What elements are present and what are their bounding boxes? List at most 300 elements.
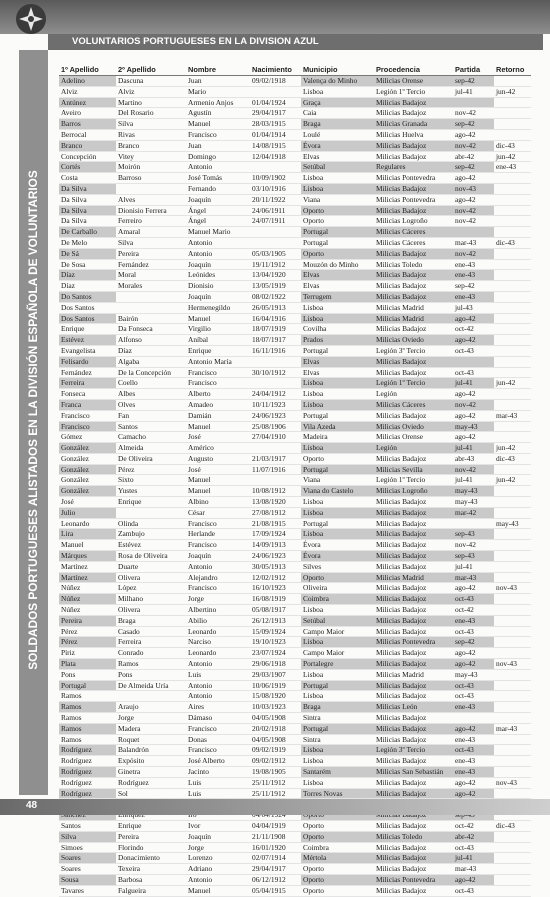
table-cell: nov-43	[494, 659, 531, 670]
table-cell: Araujo	[116, 702, 186, 713]
table-cell: Ferreira	[116, 637, 186, 648]
table-cell: Lisboa	[301, 313, 374, 324]
table-cell: Lisboa	[301, 389, 374, 400]
table-cell: Soares	[59, 864, 116, 875]
table-cell: Fan	[116, 410, 186, 421]
table-cell	[494, 345, 531, 356]
table-cell: 11/07/1916	[250, 464, 301, 475]
table-cell: Braga	[116, 615, 186, 626]
table-cell: Milicias Badajoz	[374, 756, 453, 767]
table-cell: Manuel	[186, 313, 250, 324]
table-cell: abr-42	[453, 151, 494, 162]
table-row	[59, 119, 531, 130]
table-cell: Adriano	[186, 864, 250, 875]
table-cell: Milicias Orense	[374, 76, 453, 87]
table-cell: Milicias Badajoz	[374, 97, 453, 108]
table-cell: 29/04/1917	[250, 864, 301, 875]
table-cell: Oporto	[301, 874, 374, 885]
table-cell: Américo	[186, 443, 250, 454]
table-row	[59, 313, 531, 324]
table-cell: Coimbra	[301, 594, 374, 605]
table-cell: Milicias Badajoz	[374, 324, 453, 335]
table-cell	[494, 561, 531, 572]
table-cell: De Sá	[59, 248, 116, 259]
table-cell	[494, 97, 531, 108]
table-cell: González	[59, 464, 116, 475]
table-cell	[494, 324, 531, 335]
table-cell: jul-41	[453, 853, 494, 864]
table-cell: Donas	[186, 734, 250, 745]
table-cell: oct-42	[453, 605, 494, 616]
table-cell: Milicias Badajoz	[374, 248, 453, 259]
table-cell	[494, 788, 531, 799]
table-cell: Pérez	[116, 464, 186, 475]
table-cell: nov-43	[494, 583, 531, 594]
table-cell: ene-43	[453, 767, 494, 778]
table-cell: mar-42	[453, 507, 494, 518]
table-cell: Jacinto	[186, 767, 250, 778]
table-cell: oct-43	[453, 885, 494, 896]
table-cell: Évora	[301, 551, 374, 562]
table-row	[59, 302, 531, 313]
table-cell: Pons	[59, 669, 116, 680]
table-cell: ago-42	[453, 410, 494, 421]
table-cell: Juan	[186, 140, 250, 151]
table-cell: 26/12/1913	[250, 615, 301, 626]
table-cell: 29/04/1917	[250, 108, 301, 119]
table-cell	[453, 356, 494, 367]
table-cell: Milicias Badajoz	[374, 497, 453, 508]
table-cell: Lisboa	[301, 183, 374, 194]
table-cell: ago-42	[453, 313, 494, 324]
table-cell: 12/04/1918	[250, 151, 301, 162]
table-row	[59, 713, 531, 724]
table-cell: Lira	[59, 529, 116, 540]
table-cell	[494, 356, 531, 367]
table-row	[59, 335, 531, 346]
table-cell: ago-42	[453, 129, 494, 140]
table-row	[59, 864, 531, 875]
table-cell: Legión 1º Tercio	[374, 86, 453, 97]
table-cell: Antonio	[186, 691, 250, 702]
table-cell: Aires	[186, 702, 250, 713]
table-row	[59, 259, 531, 270]
table-row	[59, 615, 531, 626]
table-cell: 15/09/1924	[250, 626, 301, 637]
table-cell: Agustín	[186, 108, 250, 119]
table-cell: 24/07/1911	[250, 216, 301, 227]
table-cell: Milicias Badajoz	[374, 151, 453, 162]
table-row	[59, 659, 531, 670]
table-cell: 05/03/1905	[250, 248, 301, 259]
table-cell: dic-43	[494, 140, 531, 151]
table-cell	[494, 281, 531, 292]
table-cell: 30/05/1913	[250, 561, 301, 572]
table-row	[59, 507, 531, 518]
table-cell: 24/06/1923	[250, 551, 301, 562]
table-cell: Antonio	[186, 162, 250, 173]
table-cell: Lisboa	[301, 669, 374, 680]
table-cell: Milicias Madrid	[374, 313, 453, 324]
table-cell: ene-43	[453, 270, 494, 281]
table-cell: De la Concepción	[116, 367, 186, 378]
table-cell: oct-42	[453, 820, 494, 831]
table-cell: mar-43	[494, 410, 531, 421]
table-row	[59, 324, 531, 335]
table-cell: Alviz	[116, 86, 186, 97]
top-banner	[0, 0, 550, 34]
table-cell	[116, 291, 186, 302]
table-cell: Pereira	[116, 831, 186, 842]
table-row	[59, 140, 531, 151]
table-cell: Milicias Badajoz	[374, 540, 453, 551]
table-cell: Lisboa	[301, 756, 374, 767]
table-cell: Silva	[59, 831, 116, 842]
table-cell: oct-43	[453, 842, 494, 853]
table-cell: Milicias Toledo	[374, 831, 453, 842]
table-cell: Torres Novas	[301, 788, 374, 799]
table-cell: Milicias Badajoz	[374, 820, 453, 831]
table-cell: Portugal	[301, 518, 374, 529]
table-cell: Enrique	[186, 345, 250, 356]
table-cell: Milicias Badajoz	[374, 734, 453, 745]
table-cell: Lisboa	[301, 605, 374, 616]
table-row	[59, 270, 531, 281]
table-cell: Madera	[116, 723, 186, 734]
table-cell: Duarte	[116, 561, 186, 572]
table-cell: Estévez	[116, 540, 186, 551]
table-row	[59, 237, 531, 248]
table-cell	[494, 551, 531, 562]
table-cell: Milicias Oviedo	[374, 335, 453, 346]
table-cell: 10/06/1919	[250, 680, 301, 691]
table-cell: González	[59, 443, 116, 454]
table-cell: ene-43	[453, 702, 494, 713]
table-cell: sep-42	[453, 281, 494, 292]
table-cell	[494, 497, 531, 508]
table-cell	[494, 389, 531, 400]
table-cell: Setúbal	[301, 615, 374, 626]
table-cell: Milicias Badajoz	[374, 410, 453, 421]
table-cell: nov-43	[453, 183, 494, 194]
table-cell: Madeira	[301, 432, 374, 443]
table-cell: abr-43	[453, 453, 494, 464]
table-cell: 14/08/1915	[250, 140, 301, 151]
table-cell	[494, 313, 531, 324]
table-cell: Plata	[59, 659, 116, 670]
table-cell: Expósito	[116, 756, 186, 767]
column-header: Partida	[453, 63, 494, 76]
table-cell: De Melo	[59, 237, 116, 248]
table-cell: Adelino	[59, 76, 116, 87]
table-cell: jun-42	[494, 475, 531, 486]
table-cell: Estévez	[59, 335, 116, 346]
table-row	[59, 399, 531, 410]
table-cell: Milicias Pontevedra	[374, 637, 453, 648]
table-row	[59, 691, 531, 702]
table-cell: nov-42	[453, 399, 494, 410]
table-cell: jun-42	[494, 378, 531, 389]
table-cell	[116, 183, 186, 194]
table-cell: Milicias Pontevedra	[374, 173, 453, 184]
table-cell: Milicias Badajoz	[374, 281, 453, 292]
column-header: Retorno	[494, 63, 531, 76]
table-cell: Milicias Badajoz	[374, 615, 453, 626]
table-cell: Évora	[301, 540, 374, 551]
table-cell: Díaz	[59, 270, 116, 281]
table-cell: Milicias Badajoz	[374, 291, 453, 302]
table-cell: Milicias León	[374, 702, 453, 713]
table-cell: Luis	[186, 788, 250, 799]
table-cell: Leonardo	[186, 648, 250, 659]
table-cell: Milicias Cáceres	[374, 237, 453, 248]
table-cell: Lisboa	[301, 691, 374, 702]
table-cell: Pereira	[116, 248, 186, 259]
table-cell: Leonardo	[186, 626, 250, 637]
table-row	[59, 389, 531, 400]
table-cell: Núñez	[59, 583, 116, 594]
table-cell: Milicias Badajoz	[374, 853, 453, 864]
table-row	[59, 874, 531, 885]
table-cell: ene-43	[453, 291, 494, 302]
table-cell: Da Silva	[59, 216, 116, 227]
table-cell: José	[186, 432, 250, 443]
table-cell: Dámaso	[186, 713, 250, 724]
table-cell	[250, 162, 301, 173]
table-cell: Enrique	[59, 324, 116, 335]
table-cell: Portalegre	[301, 659, 374, 670]
table-cell: Legión	[374, 389, 453, 400]
table-cell: Olivera	[116, 572, 186, 583]
table-cell: Ramos	[59, 702, 116, 713]
table-cell	[494, 216, 531, 227]
table-cell: Yustes	[116, 486, 186, 497]
table-cell: 28/03/1915	[250, 119, 301, 130]
table-cell: 20/11/1922	[250, 194, 301, 205]
table-cell: oct-43	[453, 594, 494, 605]
table-cell: ago-42	[453, 335, 494, 346]
table-cell: 26/05/1913	[250, 302, 301, 313]
table-header	[59, 63, 531, 76]
table-row	[59, 76, 531, 87]
table-cell: Lisboa	[301, 86, 374, 97]
table-cell: Antonio	[186, 874, 250, 885]
table-cell: Ángel	[186, 216, 250, 227]
table-cell: oct-43	[453, 691, 494, 702]
table-cell: Francisco	[186, 367, 250, 378]
table-cell: Viana	[301, 475, 374, 486]
table-cell: Dos Santos	[59, 302, 116, 313]
table-cell: Antonio	[186, 659, 250, 670]
table-cell: oct-43	[453, 345, 494, 356]
table-row	[59, 831, 531, 842]
table-cell: Rivas	[116, 129, 186, 140]
table-cell: 15/08/1920	[250, 691, 301, 702]
table-cell: Sintra	[301, 734, 374, 745]
table-cell: Juan	[186, 76, 250, 87]
table-cell: Elvas	[301, 356, 374, 367]
table-cell: Fonseca	[59, 389, 116, 400]
table-cell: Coimbra	[301, 842, 374, 853]
table-cell: Braga	[301, 702, 374, 713]
table-cell: Lisboa	[301, 378, 374, 389]
table-cell: 13/05/1919	[250, 281, 301, 292]
table-cell: Lisboa	[301, 507, 374, 518]
table-cell: Vila Azeda	[301, 421, 374, 432]
table-cell: Pons	[116, 669, 186, 680]
table-cell: may-43	[494, 518, 531, 529]
table-cell: Portugal	[301, 723, 374, 734]
table-cell: Milicias Badajoz	[374, 507, 453, 518]
table-cell: Tavares	[59, 885, 116, 896]
table-cell	[494, 421, 531, 432]
table-cell: mar-43	[453, 864, 494, 875]
table-cell: Enrique	[116, 497, 186, 508]
table-cell: Joaquín	[186, 291, 250, 302]
table-cell: dic-43	[494, 237, 531, 248]
table-cell: Evangelista	[59, 345, 116, 356]
table-cell	[494, 486, 531, 497]
table-cell: Manuel Mario	[186, 227, 250, 238]
table-cell: Donacimiento	[116, 853, 186, 864]
table-row	[59, 421, 531, 432]
table-cell: Cortés	[59, 162, 116, 173]
table-cell: Milicias Madrid	[374, 302, 453, 313]
table-cell: oct-43	[453, 626, 494, 637]
table-cell: Antonio María	[186, 356, 250, 367]
table-cell: Armenio Anjos	[186, 97, 250, 108]
table-row	[59, 853, 531, 864]
table-cell: Viana	[301, 194, 374, 205]
table-cell: Ramos	[59, 723, 116, 734]
table-row	[59, 723, 531, 734]
table-row	[59, 291, 531, 302]
table-cell: 10/08/1912	[250, 486, 301, 497]
table-cell: Abilio	[186, 615, 250, 626]
table-cell: Díaz	[116, 345, 186, 356]
table-cell: jun-42	[494, 151, 531, 162]
table-row	[59, 529, 531, 540]
table-cell: Simoes	[59, 842, 116, 853]
table-cell: Berrocal	[59, 129, 116, 140]
table-cell: 30/10/1912	[250, 367, 301, 378]
table-cell: Oporto	[301, 453, 374, 464]
table-cell	[494, 874, 531, 885]
table-cell: Costa	[59, 173, 116, 184]
table-cell: Milicias Badajoz	[374, 659, 453, 670]
table-cell: Márques	[59, 551, 116, 562]
table-cell	[494, 183, 531, 194]
table-cell: 04/04/1919	[250, 820, 301, 831]
table-cell: 04/05/1908	[250, 734, 301, 745]
table-cell: Da Silva	[59, 183, 116, 194]
table-row	[59, 356, 531, 367]
table-cell: Da Silva	[59, 194, 116, 205]
table-cell: Morales	[116, 281, 186, 292]
table-cell: Rodríguez	[116, 777, 186, 788]
table-cell	[494, 615, 531, 626]
table-cell	[494, 669, 531, 680]
table-cell: Martínez	[59, 572, 116, 583]
table-row	[59, 194, 531, 205]
table-cell: José Tomás	[186, 173, 250, 184]
table-cell: Jorge	[186, 842, 250, 853]
table-cell: Oliveira	[301, 583, 374, 594]
table-cell: Antonio	[186, 561, 250, 572]
table-row	[59, 734, 531, 745]
table-cell: Manuel	[186, 475, 250, 486]
table-cell: José	[186, 464, 250, 475]
table-cell: ago-42	[453, 777, 494, 788]
table-cell: Lisboa	[301, 399, 374, 410]
table-cell: Portugal	[301, 237, 374, 248]
table-cell: Silva	[116, 237, 186, 248]
table-cell: Milicias Badajoz	[374, 453, 453, 464]
table-cell: Ramos	[59, 734, 116, 745]
table-cell: Manuel	[186, 119, 250, 130]
table-row	[59, 594, 531, 605]
table-cell: Soares	[59, 853, 116, 864]
table-cell: Milicias Logroño	[374, 486, 453, 497]
table-row	[59, 432, 531, 443]
table-row	[59, 281, 531, 292]
table-cell: Milicias Cáceres	[374, 399, 453, 410]
table-cell: Legión 1º Tercio	[374, 475, 453, 486]
table-cell: Aveiro	[59, 108, 116, 119]
table-cell: Lisboa	[301, 302, 374, 313]
table-cell: may-43	[453, 486, 494, 497]
volunteer-table	[59, 63, 531, 897]
table-cell: Milicias Toledo	[374, 259, 453, 270]
table-cell: Legión	[374, 443, 453, 454]
table-cell	[250, 356, 301, 367]
table-cell	[494, 702, 531, 713]
table-cell	[494, 291, 531, 302]
table-cell: ene-43	[453, 734, 494, 745]
table-cell	[494, 572, 531, 583]
table-cell: Pereira	[59, 615, 116, 626]
table-cell: Jorge	[186, 594, 250, 605]
table-row	[59, 788, 531, 799]
table-cell: 05/08/1917	[250, 605, 301, 616]
table-cell: Florindo	[116, 842, 186, 853]
table-cell: Francisco	[186, 583, 250, 594]
table-cell: Valença do Minho	[301, 76, 374, 87]
table-cell: Alviz	[59, 86, 116, 97]
table-cell	[453, 518, 494, 529]
table-cell: Milicias Badajoz	[374, 108, 453, 119]
table-cell: Joaquín	[186, 194, 250, 205]
table-cell: 08/02/1922	[250, 291, 301, 302]
table-cell: Dionisio Ferrera	[116, 205, 186, 216]
table-cell: Conrado	[116, 648, 186, 659]
table-cell: jul-41	[453, 86, 494, 97]
table-cell: Milicias Cáceres	[374, 227, 453, 238]
table-row	[59, 551, 531, 562]
table-cell: 21/11/1908	[250, 831, 301, 842]
table-cell: Ángel	[186, 205, 250, 216]
table-cell: Milicias Logroño	[374, 216, 453, 227]
table-cell: Milicias San Sebastián	[374, 767, 453, 778]
table-cell: Milicias Badajoz	[374, 648, 453, 659]
table-cell: Milicias Badajoz	[374, 583, 453, 594]
table-cell	[494, 864, 531, 875]
table-cell: Barroso	[116, 173, 186, 184]
table-cell: Augusto	[186, 453, 250, 464]
table-cell: Olves	[116, 399, 186, 410]
table-cell: Virgilio	[186, 324, 250, 335]
table-cell: Ivor	[186, 820, 250, 831]
